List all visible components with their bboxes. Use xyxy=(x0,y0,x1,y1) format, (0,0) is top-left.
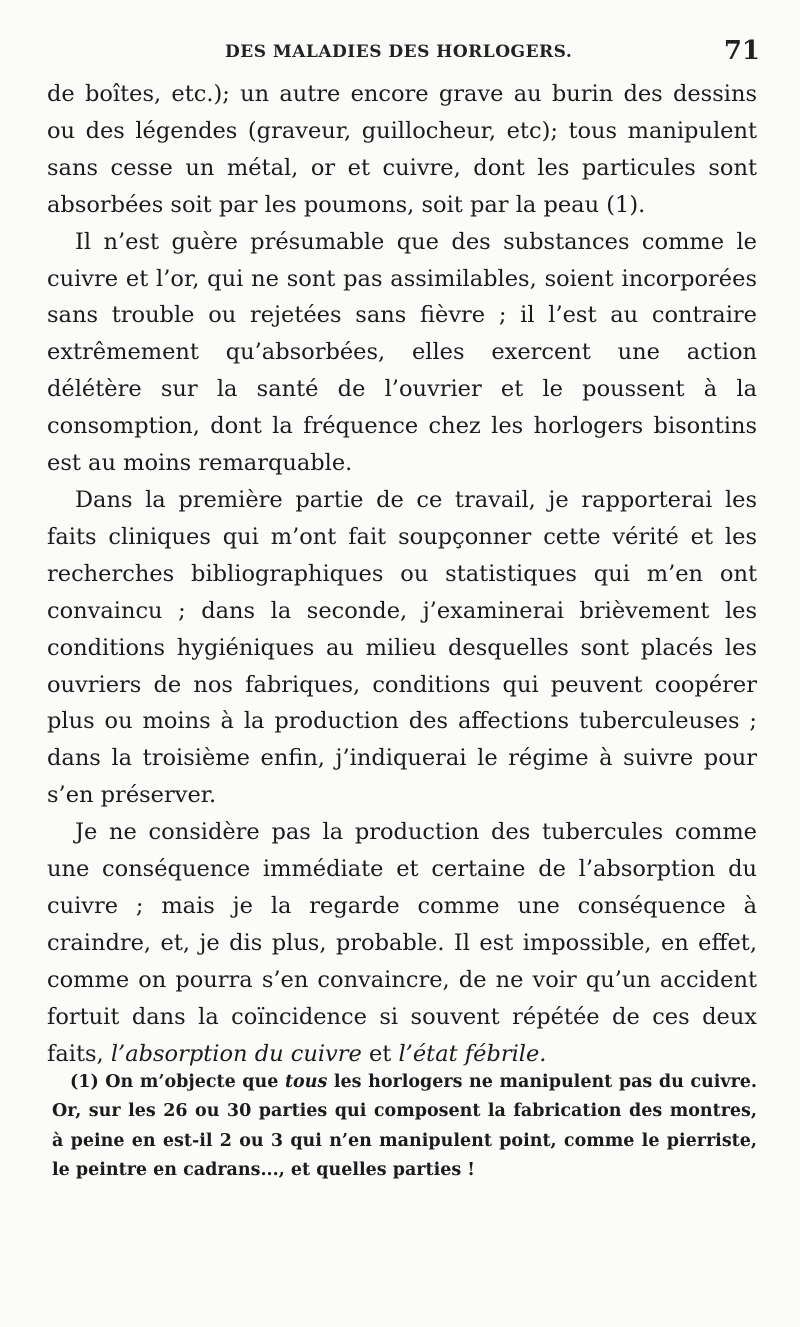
running-title: DES MALADIES DES HORLOGERS. xyxy=(225,42,573,62)
emphasis-absorption: l’absorption du cuivre xyxy=(110,1040,362,1067)
footnote-1 xyxy=(52,1068,757,1185)
paragraph-1: de boîtes, etc.); un autre encore grave au burin des dessins ou des légendes (graveur, guillocheur, etc); tous manipulent sans cesse un métal, or et cuivre, dont les particules sont absorbées soit par les poumons, soit par la peau (1). xyxy=(47,81,757,218)
paragraph-3: Dans la première partie de ce travail, je rapporterai les faits cliniques qui m’ont fait soupçonner cette vérité et les recherches bibliographiques ou statistiques qui m’en ont convaincu ; dans la seconde, j’examinerai brièvement les conditions hygiéniques au milieu desquelles sont placés les ouvriers de nos fabriques, conditions qui peuvent coopérer plus ou moins à la production des affections tuberculeuses ; dans la troisième enfin, j’indiquerai le régime à suivre pour s’en préserver. xyxy=(47,486,757,809)
page-header xyxy=(215,36,760,70)
footnote-1-emphasis: tous xyxy=(284,1072,328,1092)
paragraph-2: Il n’est guère présumable que des substances comme le cuivre et l’or, qui ne sont pas assimilables, soient incorporées sans trouble ou rejetées sans fièvre ; il l’est au contraire extrêmement qu’absorbées, elles exercent une action délétère sur la santé de l’ouvrier et le poussent à la consomption, dont la fréquence chez les horlogers bisontins est au moins remarquable. xyxy=(47,228,757,477)
footnotes xyxy=(52,1068,757,1185)
footnote-1-start: (1) On m’objecte que xyxy=(70,1072,279,1092)
paragraph-4-text: Je ne considère pas la production des tubercules comme une conséquence immédiate et certaine de l’absorption du cuivre ; mais je la regarde comme une conséquence à craindre, et, je dis plus, probable. Il est impossible, en effet, comme on pourra s’en convaincre, de ne voir qu’un accident fortuit dans la coïncidence si souvent répétée de ces deux faits, xyxy=(47,819,757,1067)
page-number: 71 xyxy=(723,36,760,66)
paragraph-4 xyxy=(47,814,757,1072)
emphasis-etat-febrile: l’état fébrile. xyxy=(398,1040,547,1067)
conjunction: et xyxy=(368,1040,392,1067)
main-text xyxy=(47,76,757,1072)
footnote-1-rest: les horlogers ne manipulent pas du cuivre. Or, sur les 26 ou 30 parties qui composent la fabrication des montres, à peine en est-il 2 ou 3 qui n’en manipulent point, comme le pierriste, le peintre en cadrans..., et quelles parties ! xyxy=(52,1072,758,1180)
